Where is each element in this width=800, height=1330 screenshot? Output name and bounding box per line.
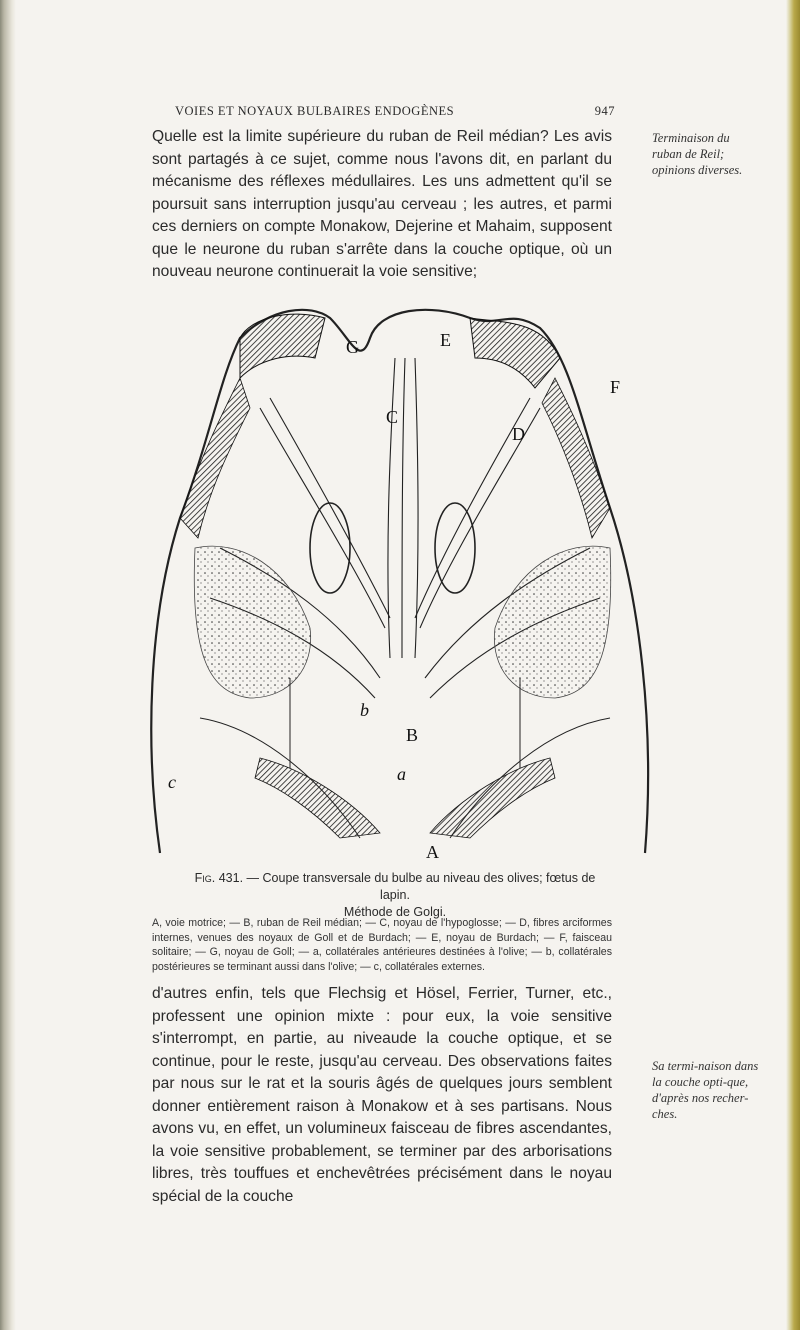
page-right-edge <box>786 0 800 1330</box>
label-c: c <box>168 772 176 792</box>
label-A: A <box>426 842 439 862</box>
paragraph-1: Quelle est la limite supérieure du ruban de Reil médian? Les avis sont partagés à ce sujet, comme nous l'avons dit, en parlant du mécanisme des réflexes médullaires. Les uns admettent qu'il se poursuit sans interruption jusqu'au cerveau ; les autres, et parmi ces derniers on compte Monakow, Dejerine et Mahaim, supposent que le neurone du ruban s'arrête dans la couche optique, où un nouveau neurone continuerait la voie sensitive; <box>152 128 612 280</box>
label-b: b <box>360 700 369 720</box>
page-left-edge <box>0 0 16 1330</box>
figure-431 <box>140 298 670 863</box>
label-F: F <box>610 377 621 397</box>
label-a: a <box>397 764 406 784</box>
label-E: E <box>440 330 451 350</box>
paragraph-2: d'autres enfin, tels que Flechsig et Hösel, Ferrier, Turner, etc., professent une opinion mixte : pour eux, la voie sensitive s'interrompt, en partie, au niveaude la couche optique, et se continue, pour le reste, jusqu'au cerveau. Des observations faites par nous sur le rat et la souris âgés de quelques jours semblent donner entièrement raison à Monakow et à ses partisans. Nous avons vu, en effet, un volumineux faisceau de fibres ascendantes, la voie sensitive probablement, se terminer par des arborisations libres, très touffues et enchevêtrées précisément dans le noyau spécial de la couche <box>152 985 612 1205</box>
figure-legend: A, voie motrice; — B, ruban de Reil médian; — C, noyau de l'hypoglosse; — D, fibres arciformes internes, venues des noyaux de Goll et de Burdach; — E, noyau de Burdach; — F, faisceau solitaire; — G, noyau de Goll; — a, collatérales antérieures destinées à l'olive; — b, collatérales postérieures se terminant aussi dans l'olive; — c, collatérales externes. <box>152 917 612 973</box>
figure-caption <box>180 870 610 921</box>
figure-method: Méthode de Golgi. <box>343 905 447 919</box>
label-D: D <box>512 424 525 444</box>
margin-note-2: Sa termi-naison dans la couche opti-que, d'après nos recher-ches. <box>652 1059 759 1121</box>
label-B: B <box>406 725 419 745</box>
header-title: VOIES ET NOYAUX BULBAIRES ENDOGÈNES <box>175 104 455 118</box>
label-C: C <box>386 407 399 427</box>
margin-note-1: Terminaison du ruban de Reil; opinions diverses. <box>652 131 743 177</box>
label-G: G <box>346 337 359 357</box>
figure-caption-text: — Coupe transversale du bulbe au niveau des olives; fœtus de lapin. <box>246 871 596 902</box>
page-number: 947 <box>594 104 615 118</box>
bulb-cross-section-illustration <box>140 298 670 863</box>
figure-number: Fig. 431. <box>194 871 244 885</box>
